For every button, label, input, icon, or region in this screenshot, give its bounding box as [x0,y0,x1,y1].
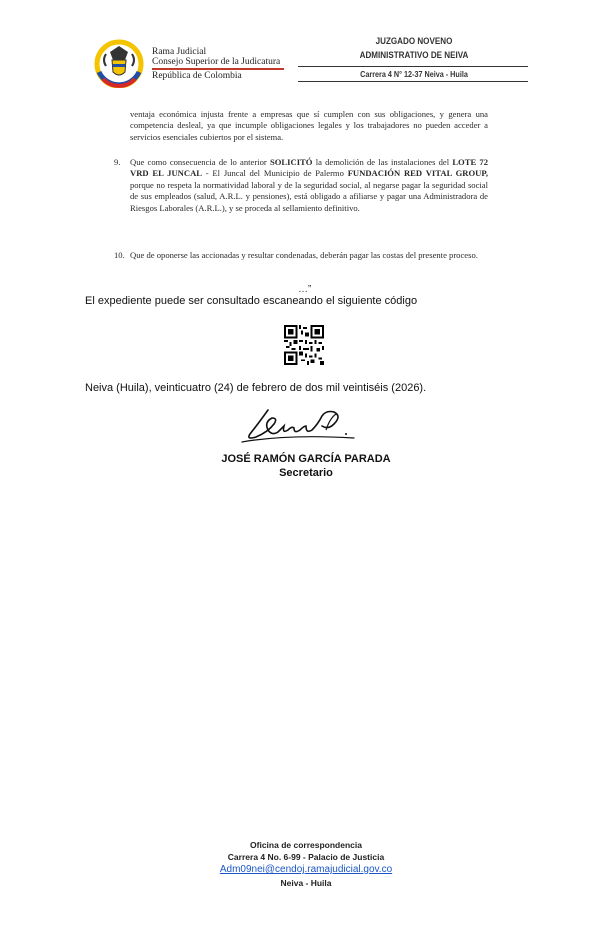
item-10-text: Que de oponerse las accionadas y resultar condenadas, deberán pagar las costas del presente proceso. [130,250,478,260]
item-10-number: 10. [114,250,125,260]
consult-instruction: El expediente puede ser consultado escaneando el siguiente código [85,295,418,307]
item-9-text: Que como consecuencia de lo anterior SOLICITÓ la demolición de las instalaciones del LOTE 72 VRD EL JUNCAL - El Juncal del Municipio de Palermo FUNDACIÓN RED VITAL GROUP, porque no respeta la normatividad laboral y de la seguridad social, al negarse pagar la seguridad social de sus empleados (salud, A.R.L. y pensiones), está obligado a afiliarse y pagar una Administradora de Riesgos Laborales (A.R.L.), y se proceda al sellamiento definitivo. [130,157,489,213]
org-country: República de Colombia [152,71,242,81]
footer-email-link[interactable]: Adm09nei@cendoj.ramajudicial.gov.co [219,864,393,875]
court-jurisdiction: ADMINISTRATIVO DE NEIVA [359,50,469,61]
quote-close: …” [298,284,312,295]
quote-continuation: ventaja económica injusta frente a empresas que sí cumplen con sus obligaciones, y genera una competencia desleal, ya que incumple obligaciones legales y los trabajadores no pueden acceder a servicios esenciales cubiertos por el sistema. [130,109,488,142]
signer-title: Secretario [279,467,333,479]
header-divider [152,68,284,70]
court-rule-top [298,66,528,67]
footer-address: Carrera 4 No. 6-99 - Palacio de Justicia [227,852,385,862]
rama-judicial-logo [92,38,146,88]
court-name: JUZGADO NOVENO [375,36,453,47]
handwritten-signature [238,404,360,448]
org-name: Rama Judicial [152,47,207,57]
signer-name: JOSÉ RAMÓN GARCÍA PARADA [221,453,391,465]
footer-office: Oficina de correspondencia [250,840,362,850]
court-address: Carrera 4 N° 12-37 Neiva - Huila [360,69,468,79]
item-9-number: 9. [114,157,121,167]
footer-city: Neiva - Huila [280,878,332,888]
court-rule-bottom [298,81,528,82]
qr-code[interactable] [284,325,324,365]
document-date: Neiva (Huila), veinticuatro (24) de febrero de dos mil veintiséis (2026). [85,382,427,394]
org-council: Consejo Superior de la Judicatura [152,57,281,67]
